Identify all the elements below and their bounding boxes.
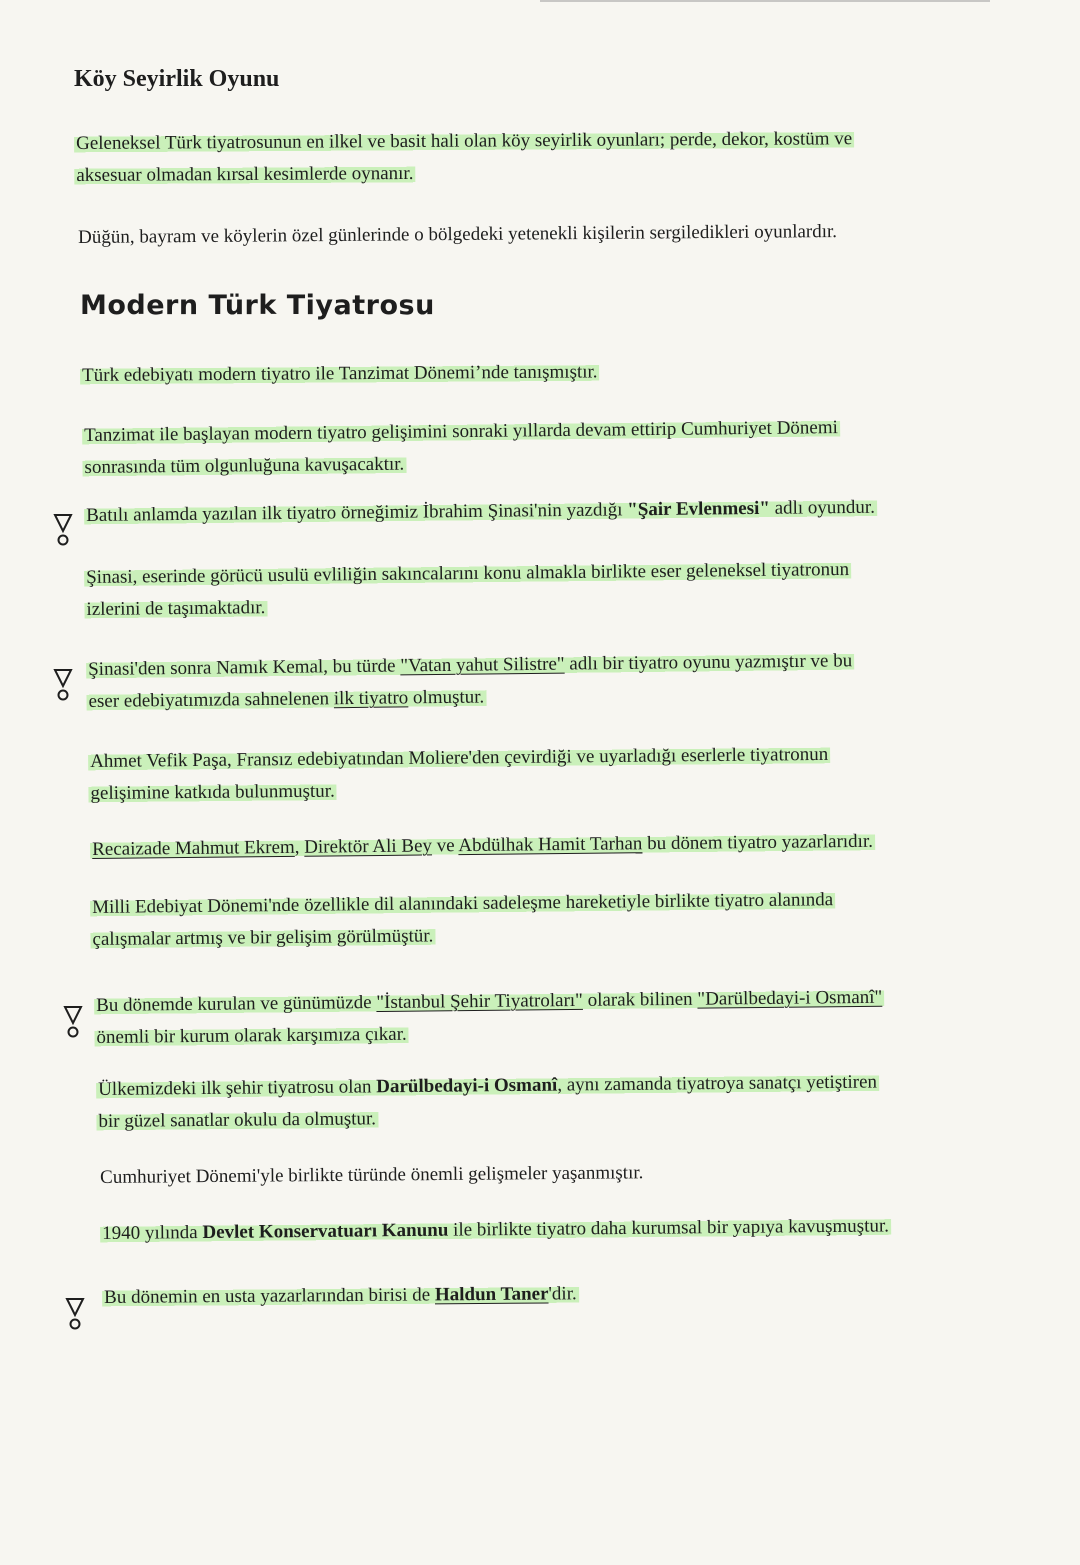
paragraph-koy-1: Geleneksel Türk tiyatrosunun en ilkel ve basit hali olan köy seyirlik oyunları; perde, dekor, kostüm ve aksesuar olmadan kırsal kesimlerde oynanır. [74, 123, 855, 192]
paragraph-modern-5: Şinasi'den sonra Namık Kemal, bu türde "Vatan yahut Silistre" adlı bir tiyatro oyunu yazmıştır ve bu eser edebiyatımızda sahnelenen ilk tiyatro olmuştur. [88, 650, 853, 712]
paragraph-modern-10: Ülkemizdeki ilk şehir tiyatrosu olan Darülbedayi-i Osmanî, aynı zamanda tiyatroya sanatçı yetiştiren bir güzel sanatlar okulu da olmuştur. [98, 1071, 878, 1132]
exam-marker-icon [52, 512, 74, 548]
paragraph-modern-1: Türk edebiyatı modern tiyatro ile Tanzimat Dönemi’nde tanışmıştır. [82, 361, 598, 386]
paragraph-modern-7: Recaizade Mahmut Ekrem, Direktör Ali Bey ve Abdülhak Hamit Tarhan bu dönem tiyatro yazarlarıdır. [92, 830, 874, 860]
paragraph-modern-9: Bu dönemde kurulan ve günümüzde "İstanbul Şehir Tiyatroları" olarak bilinen "Darülbedayi-i Osmanî" önemli bir kurum olarak karşımıza çıkar. [96, 986, 883, 1048]
paragraph-modern-3: Batılı anlamda yazılan ilk tiyatro örneğimiz İbrahim Şinasi'nin yazdığı "Şair Evlenmesi" adlı oyundur. [86, 496, 876, 526]
paragraph-koy-2: Düğün, bayram ve köylerin özel günlerinde o bölgedeki yetenekli kişilerin sergiledikleri oyunlardır. [78, 221, 838, 248]
scan-edge-line [540, 0, 990, 2]
heading-modern-turk-tiyatrosu: Modern Türk Tiyatrosu [80, 290, 435, 321]
paragraph-modern-6: Ahmet Vefik Paşa, Fransız edebiyatından Moliere'den çevirdiği ve uyarladığı eserlerle tiyatronun gelişimine katkıda bulunmuştur. [90, 743, 829, 804]
paragraph-modern-13: Bu dönemin en usta yazarlarından birisi de Haldun Taner'dir. [104, 1283, 577, 1308]
paragraph-modern-8: Milli Edebiyat Dönemi'nde özellikle dil alanındaki sadeleşme hareketiyle birlikte tiyatro alanında çalışmalar artmış ve bir gelişim görülmüştür. [92, 889, 834, 950]
paragraph-modern-2: Tanzimat ile başlayan modern tiyatro gelişimini sonraki yıllarda devam ettirip Cumhuriyet Dönemi sonrasında tüm olgunluğuna kavuşacaktır. [84, 417, 838, 478]
exam-marker-icon [64, 1296, 86, 1332]
paragraph-modern-11: Cumhuriyet Dönemi'yle birlikte türünde önemli gelişmeler yaşanmıştır. [100, 1162, 644, 1188]
exam-marker-icon [62, 1004, 84, 1040]
exam-marker-icon [52, 667, 74, 703]
paragraph-modern-12: 1940 yılında Devlet Konservatuarı Kanunu ile birlikte tiyatro daha kurumsal bir yapıya kavuşmuştur. [102, 1215, 890, 1244]
heading-koy-seyirlik: Köy Seyirlik Oyunu [74, 66, 280, 92]
paragraph-modern-4: Şinasi, eserinde görücü usulü evliliğin sakıncalarını konu almakla birlikte eser geleneksel tiyatronun izlerini de taşımaktadır. [86, 558, 850, 620]
